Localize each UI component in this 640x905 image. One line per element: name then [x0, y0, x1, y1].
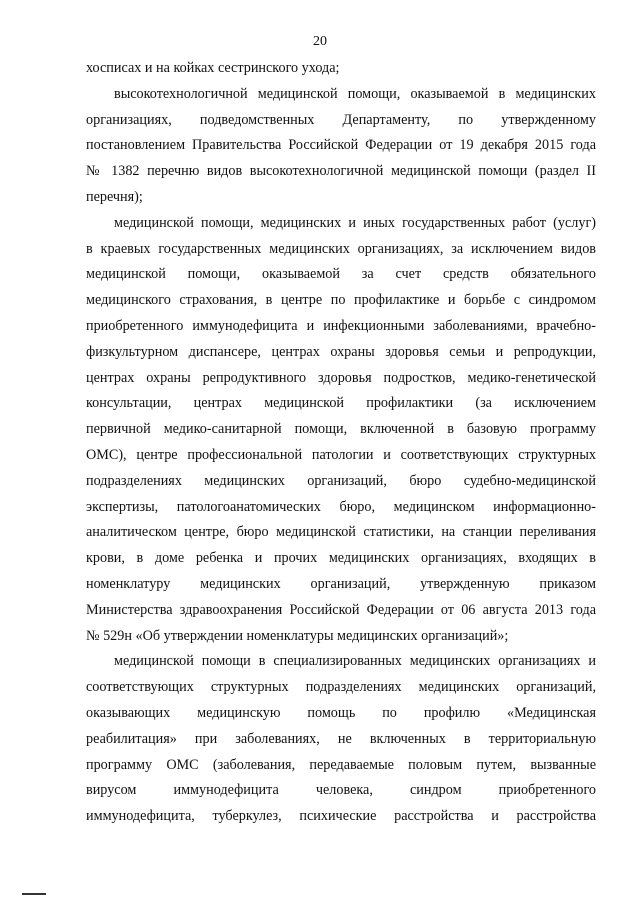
text-line: медицинской помощи в специализированных медицинских организациях и [114, 653, 596, 670]
paragraph [86, 649, 596, 830]
text-line: приобретенного иммунодефицита и инфекционными заболеваниями, врачебно- [86, 317, 596, 334]
text-line: реабилитация» при заболеваниях, не включенных в территориальную [86, 730, 596, 747]
text-line: ОМС), центре профессиональной патологии и соответствующих структурных [86, 446, 596, 463]
text-line: хосписах и на койках сестринского ухода; [86, 60, 340, 76]
text-line: № 529н «Об утверждении номенклатуры медицинских организаций»; [86, 627, 509, 644]
text-line: номенклатуру медицинских организаций, утвержденную приказом [86, 575, 596, 592]
text-line: иммунодефицита, туберкулез, психические расстройства и расстройства [86, 808, 596, 825]
text-line: высокотехнологичной медицинской помощи, оказываемой в медицинских [114, 85, 596, 102]
text-line: соответствующих структурных подразделениях медицинских организаций, [86, 679, 596, 696]
text-line: вирусом иммунодефицита человека, синдром приобретенного [86, 782, 596, 799]
text-line: постановлением Правительства Российской Федерации от 19 декабря 2015 года [86, 137, 596, 154]
text-line: центрах охраны репродуктивного здоровья подростков, медико-генетической [86, 369, 596, 386]
text-line: консультации, центрах медицинской профилактики (за исключением [86, 395, 596, 412]
text-line: программу ОМС (заболевания, передаваемые половым путем, вызванные [86, 756, 596, 773]
text-line: подразделениях медицинских организаций, бюро судебно-медицинской [86, 472, 596, 489]
text-line: первичной медико-санитарной помощи, включенной в базовую программу [86, 421, 596, 438]
text-line: медицинской помощи, медицинских и иных государственных работ (услуг) [114, 214, 596, 231]
document-body [86, 56, 596, 830]
text-line: организациях, подведомственных Департаменту, по утвержденному [86, 111, 596, 128]
text-line: аналитическом центре, бюро медицинской статистики, на станции переливания [86, 524, 596, 541]
text-line: в краевых государственных медицинских организациях, за исключением видов [86, 240, 596, 257]
page-number: 20 [313, 34, 327, 49]
text-line: перечня); [86, 188, 143, 205]
text-line: экспертизы, патологоанатомических бюро, медицинском информационно- [86, 498, 596, 515]
paragraph [86, 82, 596, 211]
paragraph [86, 211, 596, 650]
text-line: медицинской помощи, оказываемой за счет средств обязательного [86, 266, 596, 283]
page-edge-mark [22, 893, 46, 895]
text-line: Министерства здравоохранения Российской Федерации от 06 августа 2013 года [86, 601, 596, 618]
text-line: медицинского страхования, в центре по профилактике и борьбе с синдромом [86, 292, 596, 309]
text-line: № 1382 перечню видов высокотехнологичной медицинской помощи (раздел II [86, 163, 596, 180]
text-line: крови, в доме ребенка и прочих медицинских организациях, входящих в [86, 550, 596, 567]
text-line: оказывающих медицинскую помощь по профилю «Медицинская [86, 704, 596, 721]
paragraph [86, 56, 596, 82]
text-line: физкультурном диспансере, центрах охраны здоровья семьи и репродукции, [86, 343, 596, 360]
